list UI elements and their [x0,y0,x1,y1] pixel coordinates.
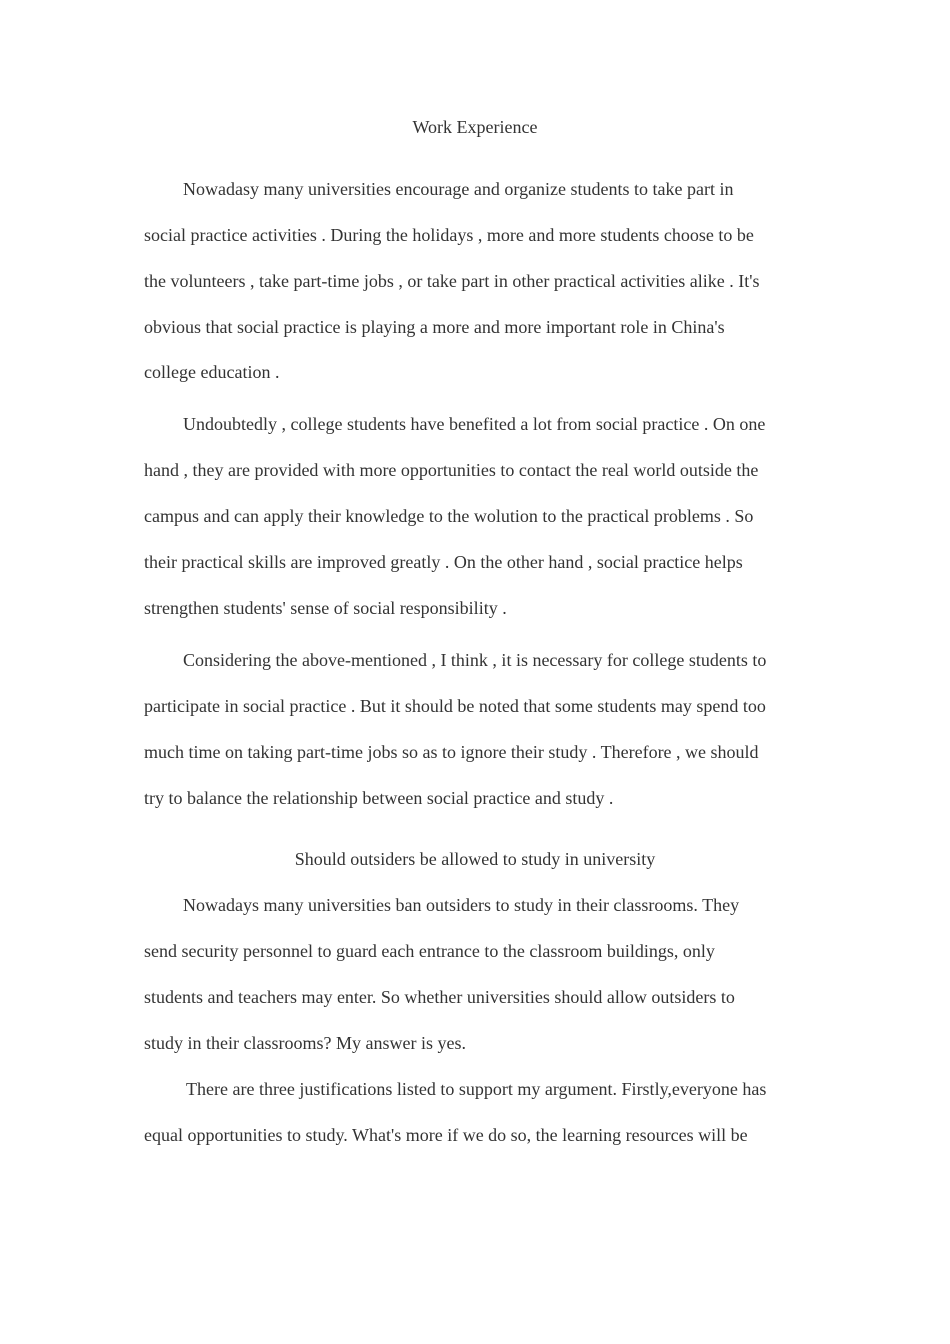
paragraph-line: Nowadasy many universities encourage and organize students to take part in [183,179,734,199]
paragraph-line: hand , they are provided with more opportunities to contact the real world outside the [144,460,759,480]
paragraph-line: Undoubtedly , college students have benefited a lot from social practice . On one [183,414,766,434]
paragraph-line: students and teachers may enter. So whether universities should allow outsiders to [144,987,735,1007]
paragraph-line: the volunteers , take part-time jobs , or take part in other practical activities alike . It's [144,271,760,291]
paragraph-line: participate in social practice . But it should be noted that some students may spend too [144,696,766,716]
section-title: Should outsiders be allowed to study in university [294,849,656,869]
paragraph-line: obvious that social practice is playing a more and more important role in China's [144,317,725,337]
paragraph-line: Nowadays many universities ban outsiders to study in their classrooms. They [183,895,740,915]
paragraph-line: equal opportunities to study. What's more if we do so, the learning resources will be [144,1125,748,1145]
paragraph-line: send security personnel to guard each entrance to the classroom buildings, only [144,941,715,961]
paragraph-line: much time on taking part-time jobs so as to ignore their study . Therefore , we should [144,742,759,762]
paragraph-line: campus and can apply their knowledge to the wolution to the practical problems . So [144,506,754,526]
paragraph-line: social practice activities . During the holidays , more and more students choose to be [144,225,754,245]
paragraph-line: strengthen students' sense of social responsibility . [144,598,507,618]
paragraph-line: There are three justifications listed to support my argument. Firstly,everyone has [186,1079,767,1099]
section-title: Work Experience [412,117,538,137]
paragraph-line: study in their classrooms? My answer is yes. [144,1033,466,1053]
paragraph-line: Considering the above-mentioned , I think , it is necessary for college students to [183,650,767,670]
paragraph-line: college education . [144,362,280,382]
paragraph-line: their practical skills are improved greatly . On the other hand , social practice helps [144,552,743,572]
paragraph-line: try to balance the relationship between social practice and study . [144,788,614,808]
